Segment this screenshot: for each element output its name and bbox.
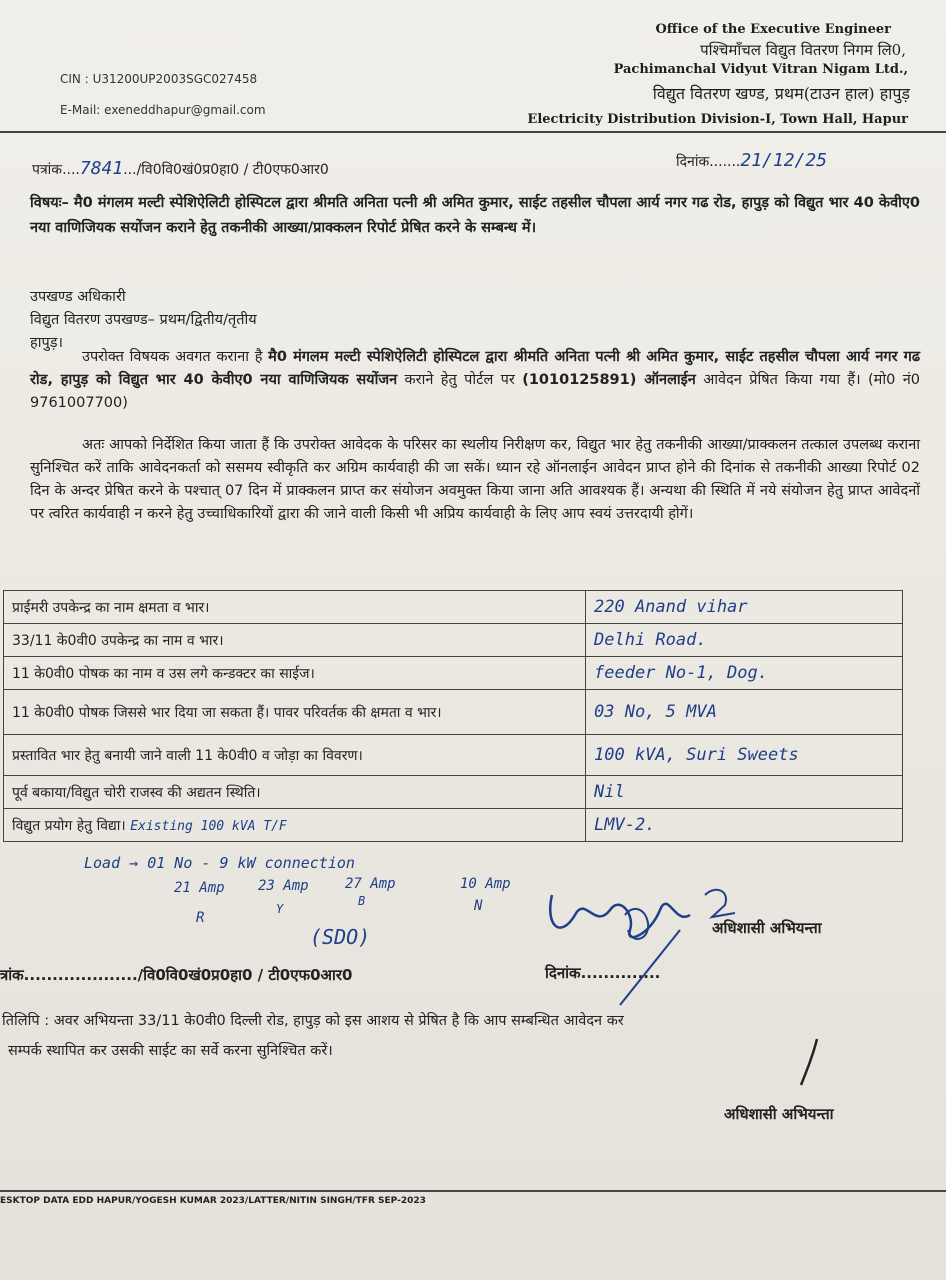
phase-letter-b: B	[358, 894, 366, 908]
row-label: 11 के0वी0 पोषक जिससे भार दिया जा सकता हैं। पावर परिवर्तक की क्षमता व भार।	[4, 690, 586, 735]
signature-title-1: अधिशासी अभियन्ता	[712, 919, 822, 937]
table-row	[4, 624, 903, 657]
table-row	[4, 657, 903, 690]
date-label: दिनांक	[676, 154, 710, 170]
signature-title-2: अधिशासी अभियन्ता	[724, 1105, 834, 1123]
row-value: LMV-2.	[586, 809, 903, 842]
footer-divider	[0, 1190, 946, 1192]
row-label: विद्युत प्रयोग हेतु विद्या। Existing 100 kVA T/F	[4, 809, 586, 842]
addressee-line-2: विद्युत वितरण उपखण्ड– प्रथम/द्वितीय/तृतीय	[30, 312, 257, 328]
footer-path: ESKTOP DATA EDD HAPUR/YOGESH KUMAR 2023/LATTER/NITIN SINGH/TFR SEP-2023	[0, 1196, 426, 1206]
copy-ref-line: त्रांक..................../वि0वि0खं0प्र0हा0 / टी0एफ0आर0	[0, 966, 353, 984]
table-row	[4, 809, 903, 842]
table-row	[4, 735, 903, 776]
connection-details-table	[3, 590, 903, 842]
company-name-hindi: पश्चिमाँचल विद्युत वितरण निगम लि0,	[700, 41, 906, 59]
row-value: 100 kVA, Suri Sweets	[586, 735, 903, 776]
paragraph-2: अतः आपको निर्देशित किया जाता हैं कि उपरोक्त आवेदक के परिसर का स्थलीय निरीक्षण कर, विद्युत भार हेतु तकनीकी आख्या/प्राक्कलन तत्काल उपलब्ध कराना सुनिश्चित करें ताकि आवेदनकर्ता को ससमय स्वीकृति कर अग्रिम कार्यवाही की जा सकें। ध्यान रहे ऑनलाईन आवेदन प्राप्त होने की दिनांक से तकनीकी आख्या रिपोर्ट 02 दिन के अन्दर प्रेषित करने के पश्चात् 07 दिन में प्राक्कलन प्राप्त कर संयोजन अवमुक्त किया जाना अति आवश्यक हैं। अन्यथा की स्थिति में नये संयोजन हेतु प्राप्त आवेदनों पर त्वरित कार्यवाही न करने हेतु उच्चाधिकारियों द्वारा की जाने वाली किसी भी अप्रिय कार्यवाही के लिए आप स्वयं उत्तरदायी होगें।	[30, 437, 920, 522]
row-label: 33/11 के0वी0 उपकेन्द्र का नाम व भार।	[4, 624, 586, 657]
handwritten-note-line-2: Load → 01 No - 9 kW connection	[84, 854, 355, 872]
phase-reading-b: 27 Amp	[345, 876, 396, 892]
addressee-line-3: हापुड़।	[30, 335, 63, 351]
table-row	[4, 776, 903, 809]
row-value: 220 Anand vihar	[586, 591, 903, 624]
division-name-english: Electricity Distribution Division-I, Town Hall, Hapur	[527, 112, 908, 127]
subject: विषयः– मै0 मंगलम मल्टी स्पेशिऐलिटी होस्पिटल द्वारा श्रीमति अनिता पत्नी श्री अमित कुमार, साईट तहसील चौपला आर्य नगर गढ रोड, हापुड़ को विद्युत भार 40 केवीए0 नया वाणिजियक सयोंजन कराने हेतु तकनीकी आख्या/प्राक्कलन रिपोर्ट प्रेषित करने के सम्बन्ध में।	[30, 195, 920, 236]
row-value: 03 No, 5 MVA	[586, 690, 903, 735]
header-divider	[0, 131, 946, 133]
handwritten-note-line-1: Existing 100 kVA T/F	[130, 818, 287, 834]
phase-reading-n: 10 Amp	[460, 876, 511, 892]
row-label: प्रस्तावित भार हेतु बनायी जाने वाली 11 के0वी0 व जोड़ा का विवरण।	[4, 735, 586, 776]
table-row	[4, 690, 903, 735]
row-value: Nil	[586, 776, 903, 809]
phase-letter-r: R	[196, 910, 205, 926]
row-value: Delhi Road.	[586, 624, 903, 657]
phase-reading-r: 21 Amp	[174, 880, 225, 896]
company-name-english: Pachimanchal Vidyut Vitran Nigam Ltd.,	[613, 62, 908, 77]
ref-suffix: /वि0वि0खं0प्र0हा0 / टी0एफ0आर0	[136, 162, 329, 178]
copy-text-line-1: तिलिपि : अवर अभियन्ता 33/11 के0वी0 दिल्ली रोड, हापुड़ को इस आशय से प्रेषित है कि आप सम्बन्धित आवेदन कर	[2, 1013, 624, 1029]
date-value: 21/12/25	[740, 150, 828, 171]
phase-letter-n: N	[474, 898, 483, 914]
row-label: प्राईमरी उपकेन्द्र का नाम क्षमता व भार।	[4, 591, 586, 624]
addressee-block	[30, 286, 257, 355]
initial-mark	[795, 1035, 825, 1090]
row-label: पूर्व बकाया/विद्युत चोरी राजस्व की अद्यतन स्थिति।	[4, 776, 586, 809]
cin-number: CIN : U31200UP2003SGC027458	[60, 72, 258, 86]
office-title: Office of the Executive Engineer	[655, 22, 891, 37]
sdo-initials: (SDO)	[310, 925, 371, 949]
email-address: E-Mail: exeneddhapur@gmail.com	[60, 103, 266, 117]
table-row	[4, 591, 903, 624]
addressee-line-1: उपखण्ड अधिकारी	[30, 289, 126, 305]
ref-prefix: पत्रांक	[32, 162, 63, 178]
division-name-hindi: विद्युत वितरण खण्ड, प्रथम(टाउन हाल) हापुड़	[652, 84, 910, 103]
phase-reading-y: 23 Amp	[258, 878, 309, 894]
reference-line: पत्रांक....7841.../वि0वि0खं0प्र0हा0 / टी0एफ0आर0	[32, 158, 329, 179]
date-line: दिनांक.......21/12/25	[676, 150, 828, 171]
copy-text-line-2: सम्पर्क स्थापित कर उसकी साईट का सर्वे करना सुनिश्चित करें।	[8, 1043, 333, 1059]
ref-number: 7841	[79, 158, 124, 179]
paragraph-1: उपरोक्त विषयक अवगत कराना है मै0 मंगलम मल्टी स्पेशिऐलिटी होस्पिटल द्वारा श्रीमति अनिता पत्नी श्री अमित कुमार, साईट तहसील चौपला आर्य नगर गढ रोड, हापुड़ को विद्युत भार 40 केवीए0 नया वाणिजियक सयोंजन कराने हेतु पोर्टल पर (1010125891) ऑनलाईन आवेदन प्रेषित किया गया हैं। (मो0 नं0 9761007700)	[30, 349, 920, 411]
phase-letter-y: Y	[276, 902, 284, 916]
row-value: feeder No-1, Dog.	[586, 657, 903, 690]
row-label: 11 के0वी0 पोषक का नाम व उस लगे कन्डक्टर का साईज।	[4, 657, 586, 690]
copy-date-label: दिनांक..............	[545, 964, 661, 982]
